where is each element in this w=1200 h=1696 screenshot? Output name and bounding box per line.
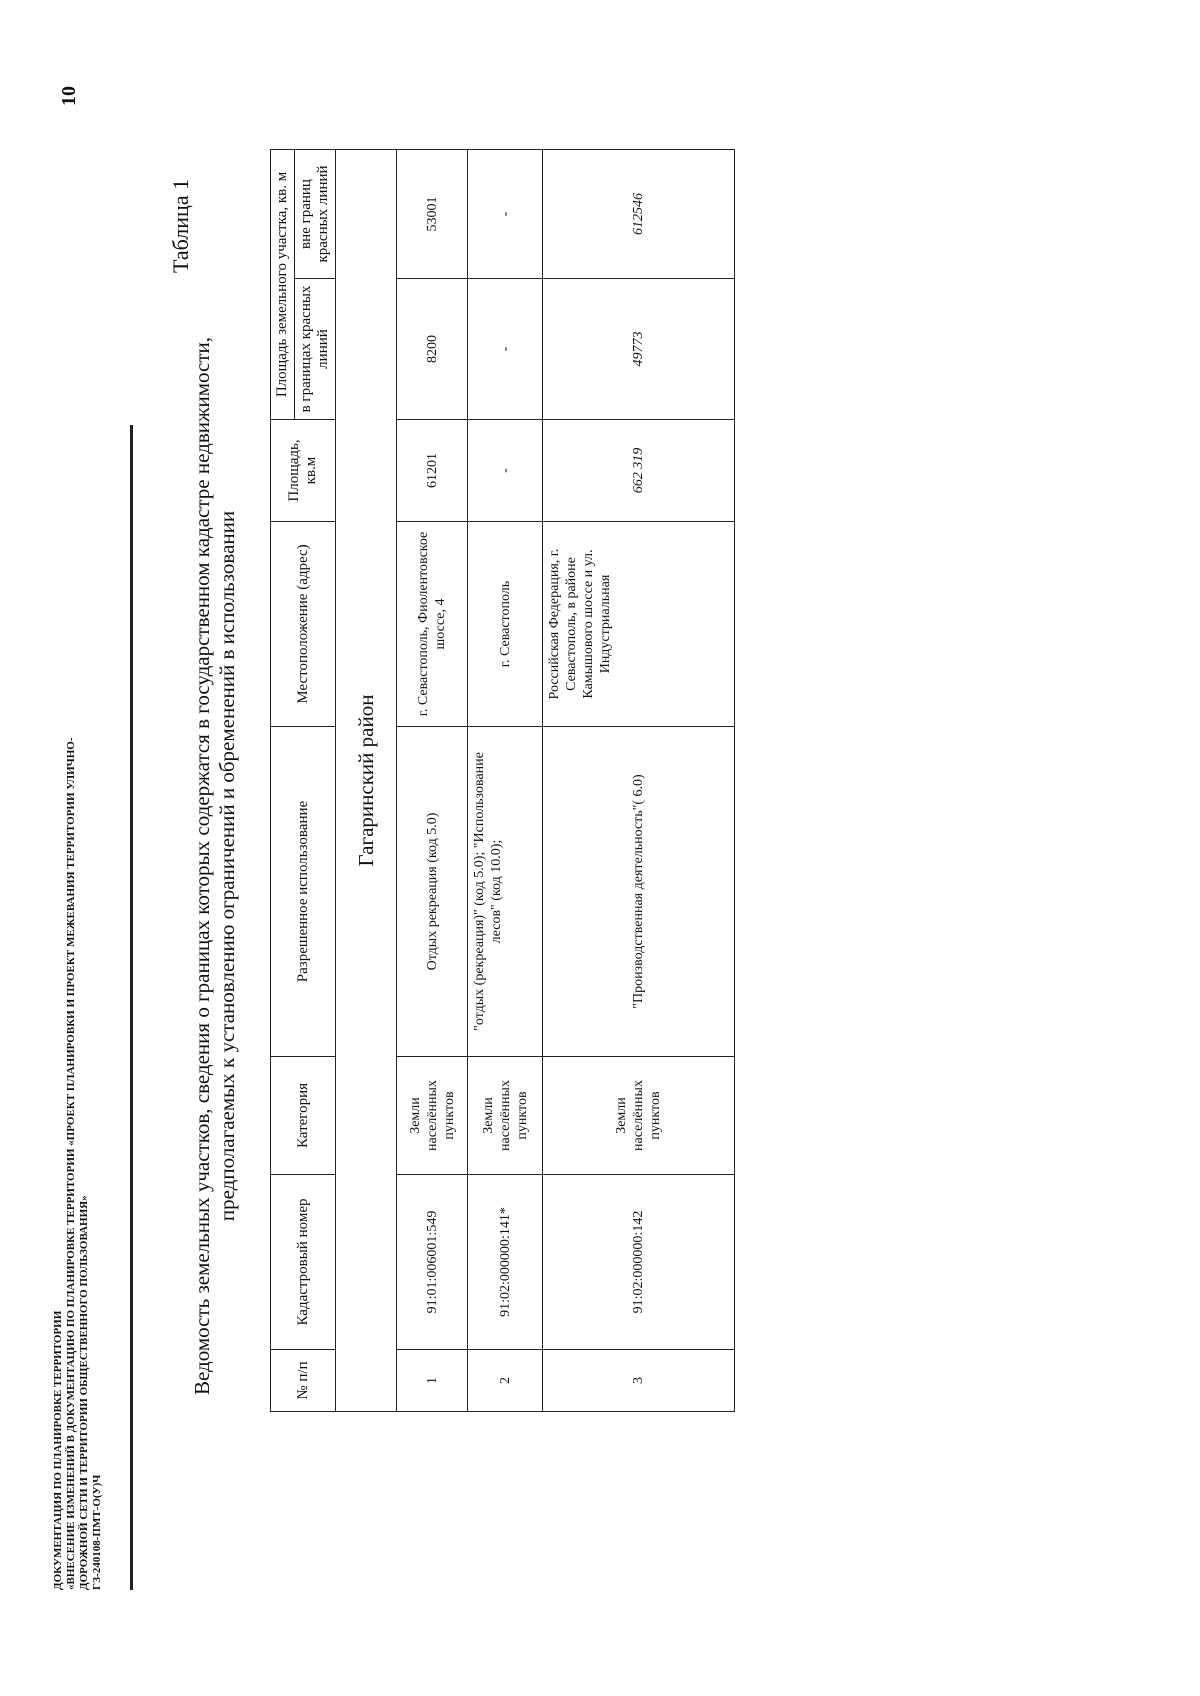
cell-category: Земли населённых пунктов — [397, 1057, 468, 1175]
cell-outside: - — [468, 149, 543, 278]
table-row — [543, 149, 735, 1411]
cell-num: 3 — [543, 1350, 735, 1412]
page-number: 10 — [58, 86, 80, 106]
table-row — [468, 149, 543, 1411]
cell-outside: 612546 — [543, 149, 735, 278]
header-permitted-use: Разрешенное использование — [271, 727, 336, 1057]
header-cadastral: Кадастровый номер — [271, 1175, 336, 1350]
header-category: Категория — [271, 1057, 336, 1175]
land-plots-table — [270, 149, 735, 1412]
header-location: Местоположение (адрес) — [271, 522, 336, 727]
section-row — [336, 149, 397, 1411]
cell-category: Земли населённых пунктов — [468, 1057, 543, 1175]
cell-category: Земли населённых пунктов — [543, 1057, 735, 1175]
header-num: № п/п — [271, 1350, 336, 1412]
cell-num: 1 — [397, 1350, 468, 1412]
header-line: ГЗ-240108-ПМТ-О(У)Ч — [91, 1474, 103, 1590]
header-area: Площадь, кв.м — [271, 420, 336, 522]
cell-inside: 49773 — [543, 279, 735, 420]
table-label: Таблица 1 — [168, 178, 193, 273]
district-name: Гагаринский район — [336, 149, 397, 1411]
header-line: ДОРОЖНОЙ СЕТИ И ТЕРРИТОРИИ ОБЩЕСТВЕННОГО ПОЛЬЗОВАНИЯ» — [78, 1195, 90, 1590]
cell-cadastral: 91:02:000000:142 — [543, 1175, 735, 1350]
header-inside-red-lines: в границах красных линий — [295, 279, 336, 420]
header-row — [271, 149, 295, 1411]
header-plot-area: Площадь земельного участка, кв. м — [271, 149, 295, 419]
document-header — [52, 730, 104, 1590]
cell-location: Российская Федерация, г. Севастополь, в районе Камышового шоссе и ул. Индустриальная — [543, 522, 735, 727]
cell-inside: - — [468, 279, 543, 420]
cell-location: г. Севастополь — [468, 522, 543, 727]
cell-area: - — [468, 420, 543, 522]
cell-permitted-use: "отдых (рекреация)" (код 5.0); "Использование лесов" (код 10.0); — [468, 727, 543, 1057]
table-title — [190, 106, 240, 1626]
header-divider — [130, 425, 133, 1590]
cell-area: 61201 — [397, 420, 468, 522]
title-line-1: Ведомость земельных участков, сведения о границах которых содержатся в государственном кадастре недвижимости, — [190, 336, 214, 1396]
table-row — [397, 149, 468, 1411]
cell-permitted-use: "Производственная деятельность"( 6.0) — [543, 727, 735, 1057]
cell-inside: 8200 — [397, 279, 468, 420]
title-line-2: предполагаемых к установлению ограничений и обременений в использовании — [215, 510, 239, 1222]
cell-num: 2 — [468, 1350, 543, 1412]
cell-area: 662 319 — [543, 420, 735, 522]
cell-location: г. Севастополь, Фиолентовское шоссе, 4 — [397, 522, 468, 727]
cell-cadastral: 91:02:000000:141* — [468, 1175, 543, 1350]
cell-permitted-use: Отдых рекреация (код 5.0) — [397, 727, 468, 1057]
cell-outside: 53001 — [397, 149, 468, 278]
header-outside-red-lines: вне границ красных линий — [295, 149, 336, 278]
header-line: ДОКУМЕНТАЦИЯ ПО ПЛАНИРОВКЕ ТЕРРИТОРИИ — [52, 1310, 64, 1590]
header-line: «ВНЕСЕНИЕ ИЗМЕНЕНИЙ В ДОКУМЕНТАЦИЮ ПО ПЛАНИРОВКЕ ТЕРРИТОРИИ «ПРОЕКТ ПЛАНИРОВКИ И ПРОЕКТ МЕЖЕВАНИЯ ТЕРРИТОРИИ УЛИЧНО- — [65, 737, 77, 1590]
cell-cadastral: 91:01:006001:549 — [397, 1175, 468, 1350]
